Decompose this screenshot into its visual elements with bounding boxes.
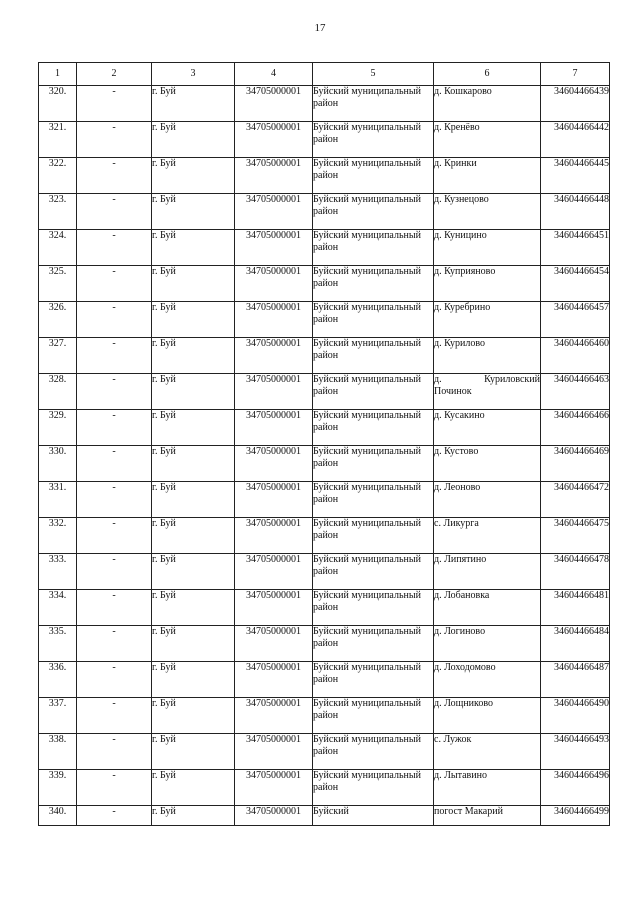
table-row: [39, 482, 610, 518]
cell-dash: -: [77, 590, 152, 626]
row-number: 327.: [39, 338, 77, 374]
cell-code: 34604466487: [541, 662, 610, 698]
cell-dash: -: [77, 806, 152, 826]
row-number: 321.: [39, 122, 77, 158]
cell-oktmo: 34705000001: [235, 662, 313, 698]
row-number: 320.: [39, 86, 77, 122]
cell-district: Буйский муниципальный район: [313, 122, 434, 158]
cell-city: г. Буй: [152, 374, 235, 410]
cell-locality: д. Лобановка: [434, 590, 541, 626]
cell-city: г. Буй: [152, 158, 235, 194]
cell-locality: д. Лоходомово: [434, 662, 541, 698]
cell-locality: д. Лощниково: [434, 698, 541, 734]
cell-code: 34604466466: [541, 410, 610, 446]
table-row: [39, 554, 610, 590]
cell-code: 34604466460: [541, 338, 610, 374]
cell-locality: с. Ликурга: [434, 518, 541, 554]
cell-city: г. Буй: [152, 554, 235, 590]
cell-dash: -: [77, 662, 152, 698]
row-number: 334.: [39, 590, 77, 626]
cell-district: Буйский муниципальный район: [313, 446, 434, 482]
table-row: [39, 734, 610, 770]
cell-dash: -: [77, 554, 152, 590]
cell-code: 34604466493: [541, 734, 610, 770]
cell-locality: д. Кустово: [434, 446, 541, 482]
cell-oktmo: 34705000001: [235, 482, 313, 518]
cell-code: 34604466457: [541, 302, 610, 338]
cell-oktmo: 34705000001: [235, 698, 313, 734]
row-number: 322.: [39, 158, 77, 194]
cell-locality: погост Макарий: [434, 806, 541, 826]
cell-locality: д. Курилово: [434, 338, 541, 374]
registry-table: [38, 62, 610, 826]
cell-code: 34604466463: [541, 374, 610, 410]
cell-code: 34604466472: [541, 482, 610, 518]
cell-city: г. Буй: [152, 482, 235, 518]
table-row: [39, 266, 610, 302]
cell-code: 34604466490: [541, 698, 610, 734]
cell-district: Буйский муниципальный район: [313, 734, 434, 770]
cell-code: 34604466499: [541, 806, 610, 826]
cell-city: г. Буй: [152, 626, 235, 662]
row-number: 331.: [39, 482, 77, 518]
table-row: [39, 662, 610, 698]
cell-oktmo: 34705000001: [235, 770, 313, 806]
row-number: 324.: [39, 230, 77, 266]
cell-city: г. Буй: [152, 338, 235, 374]
cell-district: Буйский муниципальный район: [313, 158, 434, 194]
cell-city: г. Буй: [152, 266, 235, 302]
column-header: 5: [313, 63, 434, 86]
cell-oktmo: 34705000001: [235, 554, 313, 590]
table-body: [39, 86, 610, 826]
cell-locality: д. Куприяново: [434, 266, 541, 302]
cell-locality: д. Кошкарово: [434, 86, 541, 122]
table-row: [39, 626, 610, 662]
cell-oktmo: 34705000001: [235, 86, 313, 122]
cell-oktmo: 34705000001: [235, 518, 313, 554]
column-header: 6: [434, 63, 541, 86]
cell-dash: -: [77, 410, 152, 446]
row-number: 337.: [39, 698, 77, 734]
cell-dash: -: [77, 266, 152, 302]
cell-locality: д. Кринки: [434, 158, 541, 194]
cell-dash: -: [77, 86, 152, 122]
cell-district: Буйский муниципальный район: [313, 554, 434, 590]
row-number: 338.: [39, 734, 77, 770]
column-header: 1: [39, 63, 77, 86]
cell-district: Буйский муниципальный район: [313, 338, 434, 374]
cell-city: г. Буй: [152, 194, 235, 230]
row-number: 328.: [39, 374, 77, 410]
cell-district: Буйский муниципальный район: [313, 770, 434, 806]
cell-district: Буйский: [313, 806, 434, 826]
cell-city: г. Буй: [152, 734, 235, 770]
cell-locality: д. Логиново: [434, 626, 541, 662]
cell-district: Буйский муниципальный район: [313, 302, 434, 338]
cell-district: Буйский муниципальный район: [313, 626, 434, 662]
cell-city: г. Буй: [152, 518, 235, 554]
table-row: [39, 698, 610, 734]
cell-oktmo: 34705000001: [235, 122, 313, 158]
cell-code: 34604466439: [541, 86, 610, 122]
cell-oktmo: 34705000001: [235, 806, 313, 826]
table-row: [39, 230, 610, 266]
table-row: [39, 446, 610, 482]
cell-dash: -: [77, 194, 152, 230]
table-row: [39, 590, 610, 626]
table-row: [39, 338, 610, 374]
cell-dash: -: [77, 698, 152, 734]
cell-district: Буйский муниципальный район: [313, 518, 434, 554]
cell-city: г. Буй: [152, 662, 235, 698]
cell-locality: д. Кусакино: [434, 410, 541, 446]
cell-code: 34604466454: [541, 266, 610, 302]
cell-dash: -: [77, 158, 152, 194]
cell-dash: -: [77, 770, 152, 806]
row-number: 332.: [39, 518, 77, 554]
page-number: 17: [314, 22, 326, 34]
row-number: 336.: [39, 662, 77, 698]
cell-oktmo: 34705000001: [235, 410, 313, 446]
header-row: [39, 63, 610, 86]
column-header: 2: [77, 63, 152, 86]
table-row: [39, 410, 610, 446]
cell-code: 34604466469: [541, 446, 610, 482]
cell-dash: -: [77, 518, 152, 554]
column-header: 3: [152, 63, 235, 86]
cell-locality: д. Кренёво: [434, 122, 541, 158]
table-row: [39, 122, 610, 158]
column-header: 7: [541, 63, 610, 86]
table-row: [39, 806, 610, 826]
cell-locality: с. Лужок: [434, 734, 541, 770]
row-number: 340.: [39, 806, 77, 826]
row-number: 330.: [39, 446, 77, 482]
cell-code: 34604466496: [541, 770, 610, 806]
cell-dash: -: [77, 734, 152, 770]
cell-dash: -: [77, 374, 152, 410]
cell-code: 34604466478: [541, 554, 610, 590]
column-header: 4: [235, 63, 313, 86]
row-number: 333.: [39, 554, 77, 590]
cell-city: г. Буй: [152, 698, 235, 734]
row-number: 329.: [39, 410, 77, 446]
cell-oktmo: 34705000001: [235, 374, 313, 410]
table-row: [39, 302, 610, 338]
cell-oktmo: 34705000001: [235, 158, 313, 194]
cell-district: Буйский муниципальный район: [313, 194, 434, 230]
cell-city: г. Буй: [152, 770, 235, 806]
cell-oktmo: 34705000001: [235, 194, 313, 230]
cell-locality: д. Липятино: [434, 554, 541, 590]
cell-code: 34604466481: [541, 590, 610, 626]
cell-district: Буйский муниципальный район: [313, 374, 434, 410]
cell-dash: -: [77, 338, 152, 374]
cell-code: 34604466475: [541, 518, 610, 554]
cell-city: г. Буй: [152, 122, 235, 158]
row-number: 325.: [39, 266, 77, 302]
cell-city: г. Буй: [152, 302, 235, 338]
cell-city: г. Буй: [152, 86, 235, 122]
cell-oktmo: 34705000001: [235, 302, 313, 338]
row-number: 326.: [39, 302, 77, 338]
cell-dash: -: [77, 482, 152, 518]
cell-city: г. Буй: [152, 410, 235, 446]
cell-locality: д. Лытавино: [434, 770, 541, 806]
cell-district: Буйский муниципальный район: [313, 482, 434, 518]
row-number: 323.: [39, 194, 77, 230]
cell-dash: -: [77, 230, 152, 266]
cell-code: 34604466442: [541, 122, 610, 158]
table-row: [39, 158, 610, 194]
cell-district: Буйский муниципальный район: [313, 590, 434, 626]
cell-oktmo: 34705000001: [235, 590, 313, 626]
cell-code: 34604466448: [541, 194, 610, 230]
cell-dash: -: [77, 446, 152, 482]
cell-locality: д. Куницино: [434, 230, 541, 266]
cell-oktmo: 34705000001: [235, 338, 313, 374]
row-number: 339.: [39, 770, 77, 806]
cell-code: 34604466484: [541, 626, 610, 662]
cell-district: Буйский муниципальный район: [313, 230, 434, 266]
cell-dash: -: [77, 626, 152, 662]
cell-city: г. Буй: [152, 590, 235, 626]
cell-code: 34604466445: [541, 158, 610, 194]
cell-code: 34604466451: [541, 230, 610, 266]
cell-city: г. Буй: [152, 230, 235, 266]
cell-dash: -: [77, 302, 152, 338]
cell-oktmo: 34705000001: [235, 230, 313, 266]
cell-oktmo: 34705000001: [235, 626, 313, 662]
cell-locality: д. Кузнецово: [434, 194, 541, 230]
cell-oktmo: 34705000001: [235, 266, 313, 302]
row-number: 335.: [39, 626, 77, 662]
cell-district: Буйский муниципальный район: [313, 698, 434, 734]
table-row: [39, 86, 610, 122]
table-row: [39, 770, 610, 806]
cell-district: Буйский муниципальный район: [313, 266, 434, 302]
cell-district: Буйский муниципальный район: [313, 86, 434, 122]
cell-city: г. Буй: [152, 806, 235, 826]
cell-dash: -: [77, 122, 152, 158]
table-row: [39, 518, 610, 554]
cell-locality: д. Куребрино: [434, 302, 541, 338]
cell-district: Буйский муниципальный район: [313, 410, 434, 446]
cell-locality: д. Куриловский Починок: [434, 374, 541, 410]
cell-city: г. Буй: [152, 446, 235, 482]
cell-oktmo: 34705000001: [235, 734, 313, 770]
cell-district: Буйский муниципальный район: [313, 662, 434, 698]
table-row: [39, 194, 610, 230]
cell-oktmo: 34705000001: [235, 446, 313, 482]
cell-locality: д. Леоново: [434, 482, 541, 518]
table-row: [39, 374, 610, 410]
